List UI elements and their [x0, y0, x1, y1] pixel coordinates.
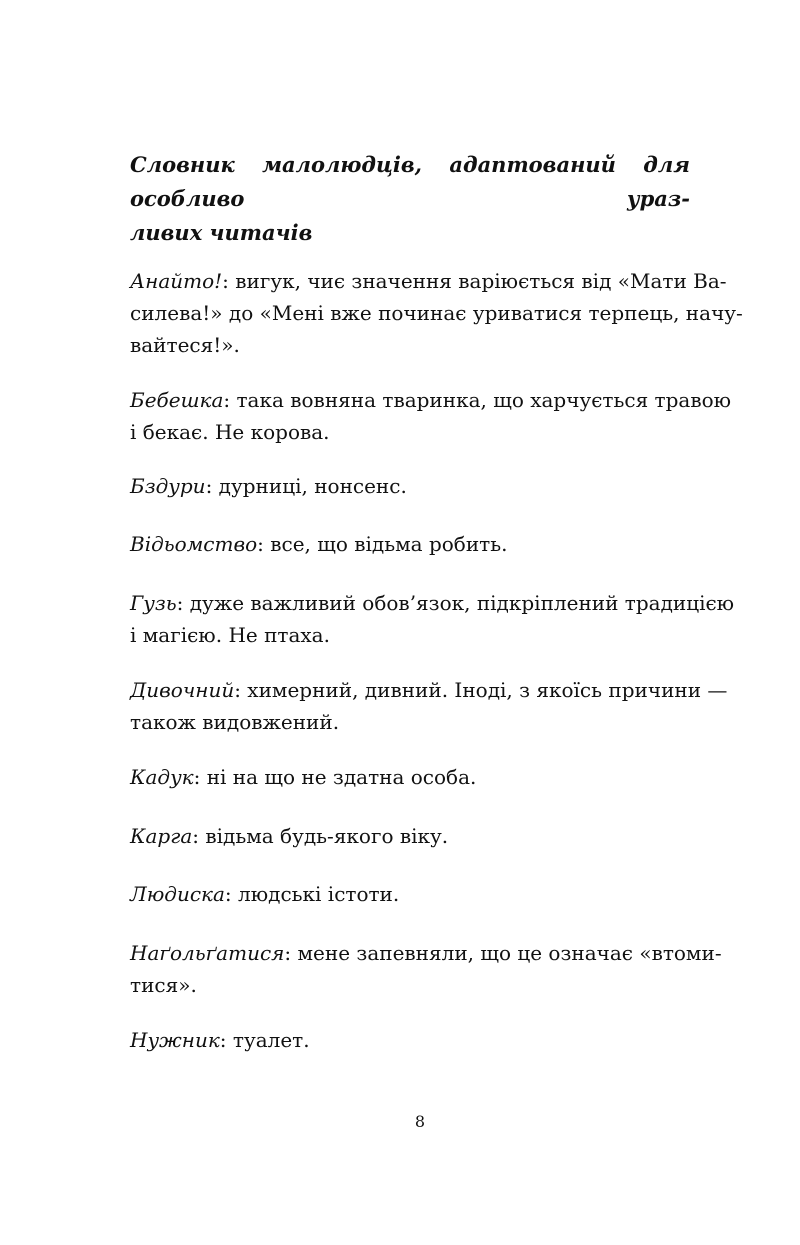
- entry-nagolgatysia-line-2: тися».: [130, 973, 197, 997]
- entry-vidomstvo-line-1: [130, 527, 712, 561]
- entry-term: Бебешка: [130, 388, 224, 412]
- entry-anaito-line-1: [130, 264, 727, 298]
- entry-bebeshka-line-2: і бекає. Не корова.: [130, 420, 330, 444]
- entry-term: Анайто!: [130, 269, 223, 293]
- entry-karga-line-1: [130, 819, 712, 853]
- entry-definition: : химерний, дивний. Іноді, з якоїсь причини —: [234, 678, 728, 702]
- entry-term: Наґольґатися: [130, 941, 285, 965]
- page-number: 8: [414, 1112, 426, 1131]
- entry-lyudyska-line-1: [130, 877, 712, 911]
- entry-definition: : дурниці, нонсенс.: [205, 474, 407, 498]
- entry-kaduk-line-1: [130, 760, 712, 794]
- heading-line-1: Словник малолюдців, адаптований для особливо ураз-: [130, 152, 690, 211]
- entry-definition: : все, що відьма робить.: [257, 532, 508, 556]
- entry-definition: : дуже важливий обов’язок, підкріплений традицією: [176, 591, 735, 615]
- entry-dyvochnyi-line-2: також видовжений.: [130, 710, 340, 734]
- entry-definition: : така вовняна тваринка, що харчується травою: [223, 388, 732, 412]
- entry-nuzhnyk-line-1: [130, 1023, 712, 1057]
- entry-anaito-line-3: вайтеся!».: [130, 333, 240, 357]
- entry-term: Кадук: [130, 765, 194, 789]
- entry-definition: : туалет.: [219, 1028, 310, 1052]
- entry-term: Нужник: [130, 1028, 220, 1052]
- entry-nagolgatysia-line-1: [130, 936, 722, 970]
- entry-term: Людиска: [130, 882, 225, 906]
- entry-guz-line-1: [130, 586, 735, 620]
- glossary-heading: [130, 148, 690, 250]
- entry-term: Гузь: [130, 591, 177, 615]
- entry-term: Дивочний: [130, 678, 235, 702]
- entry-bebeshka-line-1: [130, 383, 732, 417]
- entry-definition: : мене запевняли, що це означає «втоми-: [284, 941, 722, 965]
- entry-guz-line-2: і магією. Не птаха.: [130, 623, 330, 647]
- entry-definition: : ні на що не здатна особа.: [193, 765, 477, 789]
- entry-definition: : людські істоти.: [224, 882, 400, 906]
- entry-term: Бздури: [130, 474, 206, 498]
- entry-term: Відьомство: [130, 532, 258, 556]
- entry-bzdury-line-1: [130, 469, 712, 503]
- entry-definition: : відьма будь-якого віку.: [192, 824, 449, 848]
- entry-definition: : вигук, чиє значення варіюється від «Мати Ва-: [222, 269, 727, 293]
- heading-line-2: ливих читачів: [130, 220, 313, 245]
- entry-anaito-line-2: силева!» до «Мені вже починає уриватися терпець, начу-: [130, 301, 743, 325]
- entry-term: Карга: [130, 824, 193, 848]
- entry-dyvochnyi-line-1: [130, 673, 728, 707]
